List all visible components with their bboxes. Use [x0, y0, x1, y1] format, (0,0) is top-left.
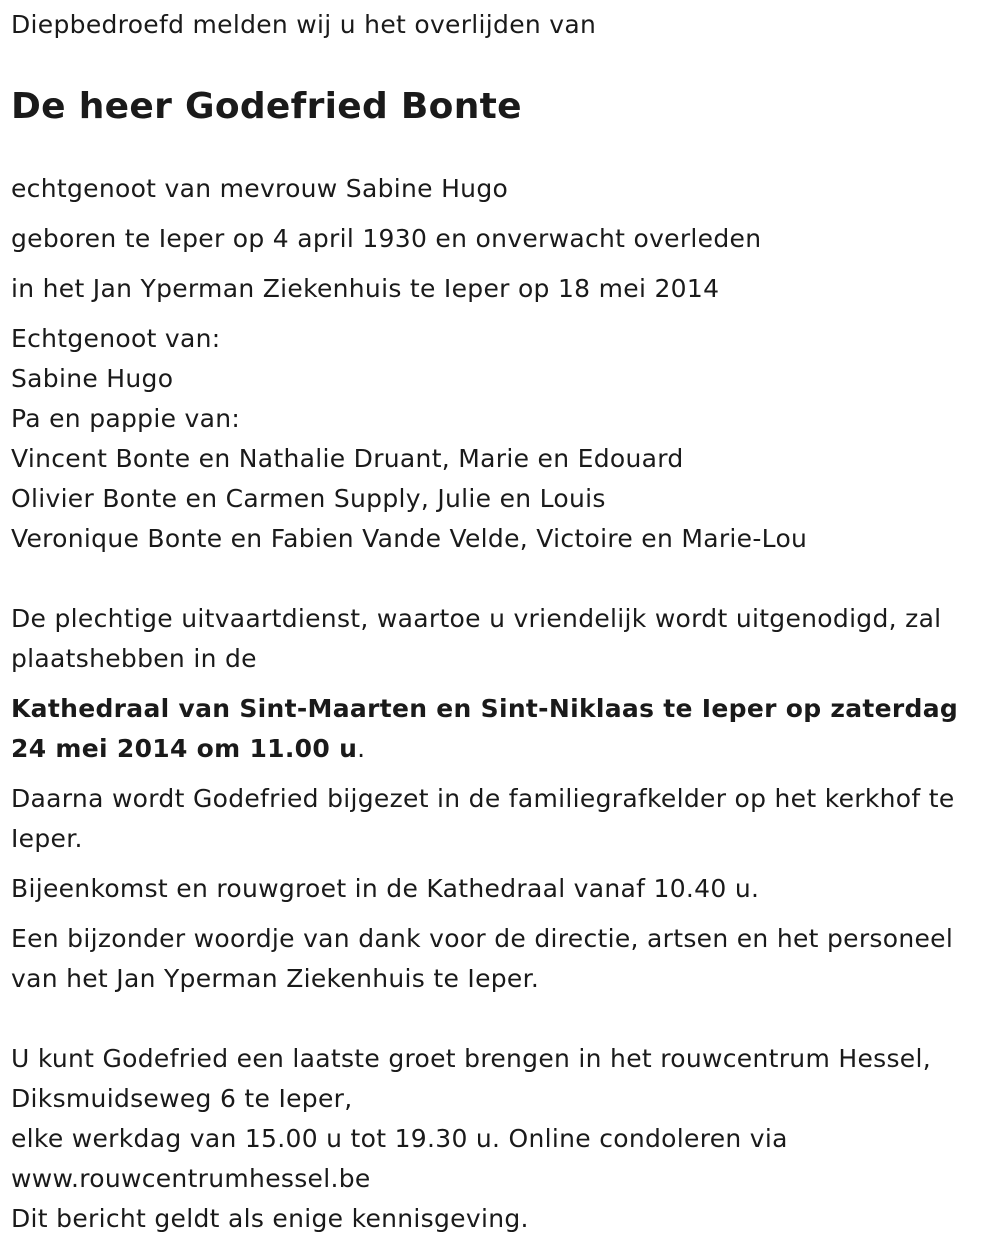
spouse-label: Echtgenoot van:	[11, 324, 221, 353]
born-line: geboren te Ieper op 4 april 1930 en onverwacht overleden	[11, 224, 762, 253]
burial-text: Daarna wordt Godefried bijgezet in de familiegrafkelder op het kerkhof te Ieper.	[11, 784, 955, 853]
visit-line-3: Dit bericht geldt als enige kennisgeving.	[11, 1204, 529, 1233]
child-family-1: Vincent Bonte en Nathalie Druant, Marie en Edouard	[11, 444, 684, 473]
deceased-name: De heer Godefried Bonte	[11, 86, 522, 127]
died-line: in het Jan Yperman Ziekenhuis te Ieper op 18 mei 2014	[11, 274, 720, 303]
child-family-3: Veronique Bonte en Fabien Vande Velde, Victoire en Marie-Lou	[11, 524, 808, 553]
service-location	[11, 689, 986, 769]
spouse-line: echtgenoot van mevrouw Sabine Hugo	[11, 174, 509, 203]
visit-line-1: U kunt Godefried een laatste groet brengen in het rouwcentrum Hessel, Diksmuidseweg 6 te Ieper,	[11, 1044, 931, 1113]
children-label: Pa en pappie van:	[11, 404, 241, 433]
service-intro: De plechtige uitvaartdienst, waartoe u vriendelijk wordt uitgenodigd, zal plaatshebben in de	[11, 604, 942, 673]
family-section	[11, 319, 1000, 559]
spouse-name: Sabine Hugo	[11, 364, 174, 393]
thanks-text: Een bijzonder woordje van dank voor de directie, artsen en het personeel van het Jan Yperman Ziekenhuis te Ieper.	[11, 924, 954, 993]
child-family-2: Olivier Bonte en Carmen Supply, Julie en Louis	[11, 484, 606, 513]
gathering-text: Bijeenkomst en rouwgroet in de Kathedraal vanaf 10.40 u.	[11, 874, 760, 903]
visit-line-2: elke werkdag van 15.00 u tot 19.30 u. Online condoleren via www.rouwcentrumhessel.be	[11, 1124, 788, 1193]
intro-text: Diepbedroefd melden wij u het overlijden van	[11, 10, 597, 39]
service-location-end: .	[357, 734, 366, 763]
service-section	[11, 599, 1000, 999]
visit-section	[11, 1039, 1000, 1239]
service-location-bold: Kathedraal van Sint-Maarten en Sint-Niklaas te Ieper op zaterdag 24 mei 2014 om 11.00 u	[11, 694, 959, 763]
